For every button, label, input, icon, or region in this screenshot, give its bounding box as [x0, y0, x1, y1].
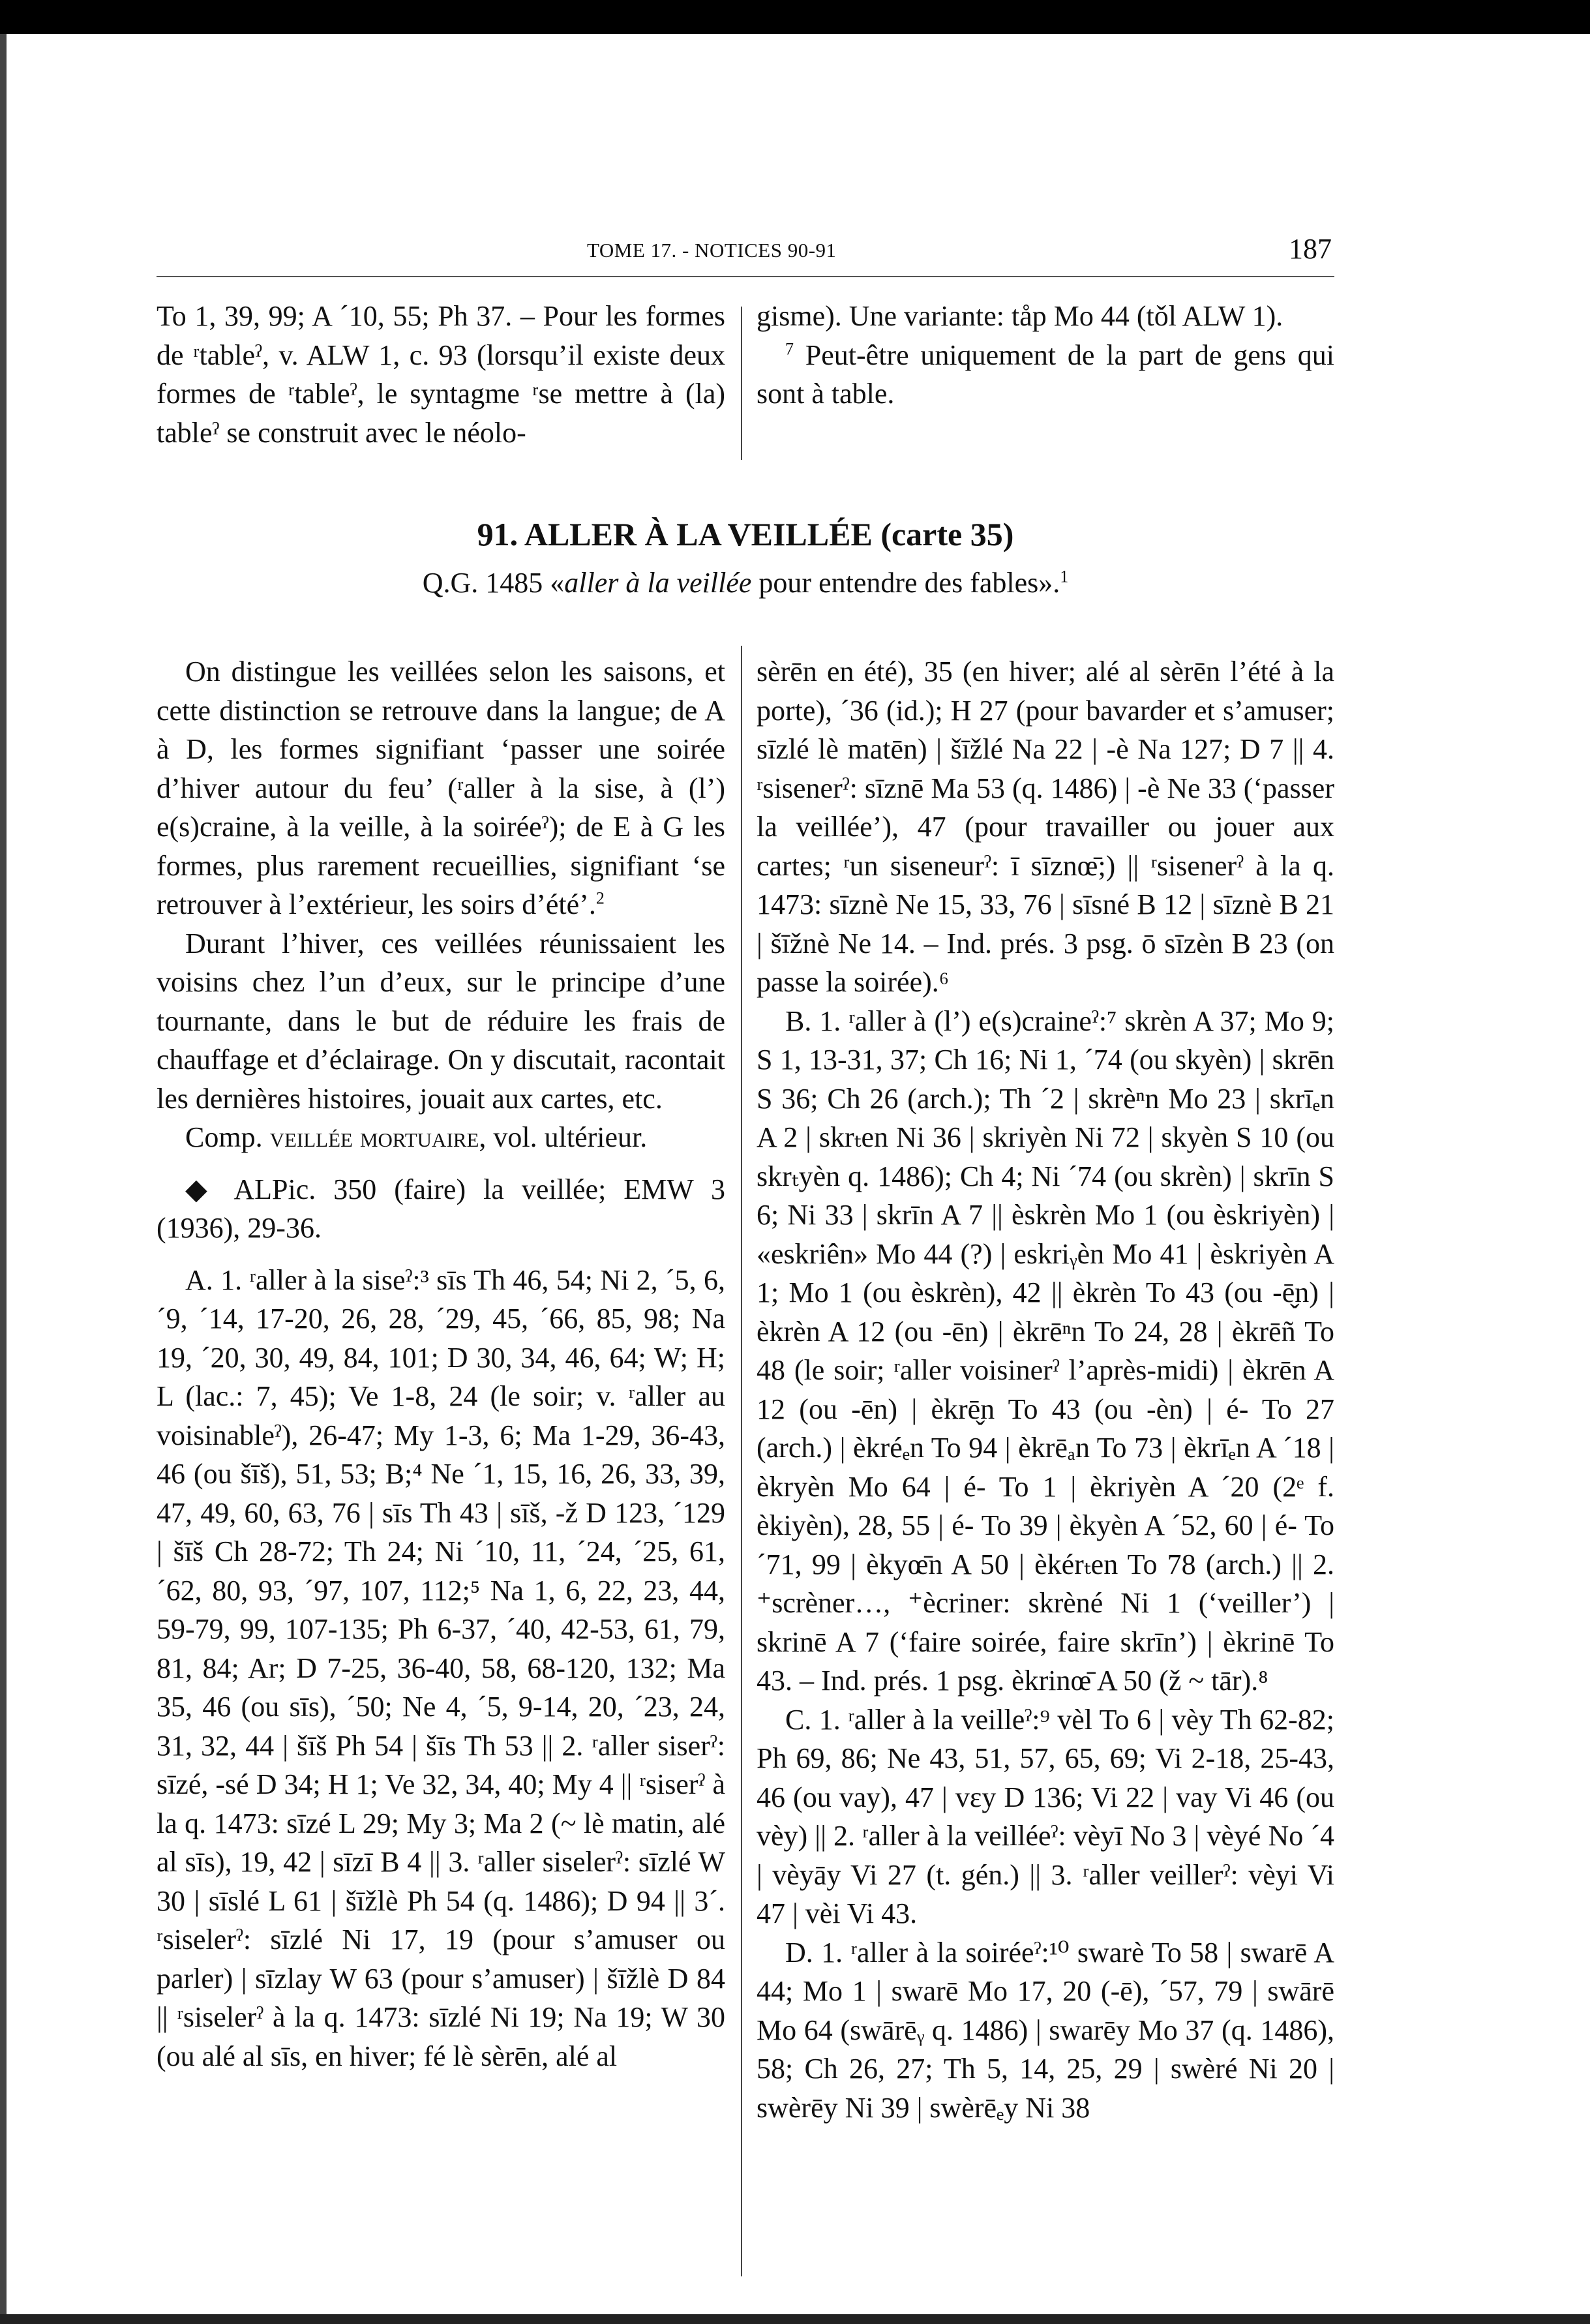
- question-suffix: pour entendre des fables».: [751, 567, 1060, 599]
- paragraph-bibliography: ◆ ALPic. 350 (faire) la veillée; EMW 3 (1936), 29-36.: [157, 1173, 725, 1244]
- paragraph-winter: Durant l’hiver, ces veillées réunissaient les voisins chez l’un d’eux, sur le principe d’une tournante, dans le but de réduire les frais de chauffage et d’éclairage. On y discutait, racontait les dernières histoires, jouait aux cartes, etc.: [157, 927, 725, 1115]
- question-italic: aller à la veillée: [564, 567, 752, 599]
- footnote-ref-2: 2: [595, 888, 605, 908]
- paragraph-section-a: A. 1. ʳaller à la siseˀ:³ sīs Th 46, 54; Ni 2, ´5, 6, ´9, ´14, 17-20, 26, 28, ´29, 45, ´66, 85, 98; Na 19, ´20, 30, 49, 84, 101; D 30, 34, 46, 64; W; H; L (lac.: 7, 45); Ve 1-8, 24 (le soir; v. ʳaller au voisinableˀ), 26-47; My 1-3, 6; Ma 1-29, 36-43, 46 (ou šīš), 51, 53; B;⁴ Ne ´1, 15, 16, 26, 33, 39, 47, 49, 60, 63, 76 | sīs Th 43 | sīš, -ž D 123, ´129 | šīš Ch 28-72; Th 24; Ni ´10, 11, ´24, ´25, 61, ´62, 80, 93, ´97, 107, 112;⁵ Na 1, 6, 22, 23, 44, 59-79, 99, 107-135; Ph 6-37, ´40, 42-53, 61, 79, 81, 84; Ar; D 7-25, 36-40, 58, 68-120, 132; Ma 35, 46 (ou sīs), ´50; Ne 4, ´5, 9-14, 20, ´23, 24, 31, 32, 44 | šīš Ph 54 | šīs Th 53 || 2. ʳaller siserˀ: sīzé, -sé D 34; H 1; Ve 32, 34, 40; My 4 || ʳsiserˀ à la q. 1473: sīzé L 29; My 3; Ma 2 (~ lè matin, alé al sīs), 19, 42 | sīzī B 4 || 3. ʳaller siselerˀ: sīzlé W 30 | sīslé L 61 | šīžlè Ph 54 (q. 1486); D 94 || 3´. ʳsiselerˀ: sīzlé Ni 17, 19 (pour s’amuser ou parler) | sīzlay W 63 (pour s’amuser) | šīžlè D 84 || ʳsiselerˀ à la q. 1473: sīzlé Ni 19; Na 19; W 30 (ou alé al sīs, en hiver; fé lè sèrēn, alé al: [157, 1263, 725, 2072]
- scan-left-edge: [0, 34, 7, 2324]
- note-7-text: Peut-être uniquement de la part de gens qui sont à table.: [757, 339, 1334, 410]
- question-prefix: Q.G. 1485 «: [422, 567, 565, 599]
- comp-suffix: , vol. ultérieur.: [479, 1121, 648, 1153]
- header-rule: [157, 276, 1334, 277]
- page-number: 187: [1289, 233, 1332, 265]
- paragraph-section-b: B. 1. ʳaller à (l’) e(s)craineˀ:⁷ skrèn A 37; Mo 9; S 1, 13-31, 37; Ch 16; Ni 1, ´74 (ou skyèn) | skrēn S 36; Ch 26 (arch.); Th ´2 | skrèⁿn Mo 23 | skrīₑn A 2 | skrₜen Ni 36 | skriyèn Ni 72 | skyèn S 10 (ou skrₜyèn q. 1486); Ch 4; Ni ´74 (ou skrèn) | skrīn S 6; Ni 33 | skrīn A 7 || èskrèn Mo 1 (ou èskriyèn) | «eskriên» Mo 44 (?) | eskriᵧèn Mo 41 | èskriyèn A 1; Mo 1 (ou èskrèn), 42 || èkrèn To 43 (ou -ē̬n) | èkrèn A 12 (ou -ēn) | èkrēⁿn To 24, 28 | èkrēñ To 48 (le soir; ʳaller voisinerˀ l’après-midi) | èkrēn A 12 (ou -ēn) | èkrē̬n To 43 (ou -èn) | é- To 27 (arch.) | èkréₑn To 94 | èkrēₐn To 73 | èkrīₑn A ´18 | èkryèn Mo 64 | é- To 1 | èkriyèn A ´20 (2ᵉ f. èkiyèn), 28, 55 | é- To 39 | èkyèn A ´52, 60 | é- To ´71, 99 | èkyœ̄n A 50 | èkérₜen To 78 (arch.) || 2. ⁺scrèner…, ⁺ècriner: skrèné Ni 1 (‘veiller’) | skrinē A 7 (‘faire soirée, faire skrīn’) | èkrinē To 43. – Ind. prés. 1 psg. èkrinœ̄ A 50 (ž ~ tār).⁸: [757, 1004, 1334, 1697]
- left-column: [157, 652, 725, 2075]
- scan-bottom-edge: [0, 2314, 1590, 2324]
- paragraph-intro-text: On distingue les veillées selon les saisons, et cette distinction se retrouve dans la langue; de A à D, les formes signifiant ‘passer une soirée d’hiver autour du feu’ (ʳaller à la sise, à (l’) e(s)craine, à la veille, à la soiréeˀ); de E à G les formes, plus rarement recueillies, signifiant ‘se retrouver à l’extérieur, les soirs d’été’.: [157, 656, 725, 920]
- note-7: [757, 336, 1334, 414]
- paragraph-section-c: C. 1. ʳaller à la veilleˀ:⁹ vèl To 6 | vèy Th 62-82; Ph 69, 86; Ne 43, 51, 57, 65, 69; Vi 2-18, 25-43, 46 (ou vay), 47 | vɛy D 136; Vi 22 | vay Vi 46 (ou vèy) || 2. ʳaller à la veilléeˀ: vèyī No 3 | vèyé No ´4 | vèyāy Vi 27 (t. gén.) || 3. ʳaller veillerˀ: vèyi Vi 47 | vèi Vi 43.: [757, 1703, 1334, 1929]
- comp-prefix: Comp.: [185, 1121, 270, 1153]
- section-title: 91. ALLER À LA VEILLÉE (carte 35): [477, 516, 1014, 552]
- main-column-rule: [741, 646, 742, 2276]
- question-note: 1: [1060, 567, 1069, 586]
- note-number: 7: [785, 339, 794, 358]
- paragraph-section-d: D. 1. ʳaller à la soiréeˀ:¹⁰ swarè To 58 | swarē A 44; Mo 1 | swarē Mo 17, 20 (-ē), ´57, 79 | swārē Mo 64 (swārēᵧ q. 1486) | swarēy Mo 37 (q. 1486), 58; Ch 26, 27; Th 5, 14, 25, 29 | swèré Ni 20 | swèrēy Ni 39 | swèrēₑy Ni 38: [757, 1936, 1334, 2124]
- notes-column-rule: [741, 307, 742, 460]
- scan-top-border: [0, 0, 1590, 34]
- note-continuation-right: gisme). Une variante: tåp Mo 44 (tǒl ALW 1).: [757, 300, 1283, 332]
- paragraph-section-a-cont: sèrēn en été), 35 (en hiver; alé al sèrēn l’été à la porte), ´36 (id.); H 27 (pour bavarder et s’amuser; sīzlé lè matēn) | šīžlé Na 22 | -è Na 127; D 7 || 4. ʳsisenerˀ: sīznē Ma 53 (q. 1486) | -è Ne 33 (‘passer la veillée’), 47 (pour travailler ou jouer aux cartes; ʳun siseneurˀ: ī sīznœ̄;) || ʳsisenerˀ à la q. 1473: sīznè Ne 15, 33, 76 | sīsné B 12 | sīznè B 21 | šīžnè Ne 14. – Ind. prés. 3 psg. ō sīzèn B 23 (on passe la soirée).⁶: [757, 656, 1334, 998]
- paragraph-intro: [157, 652, 725, 924]
- notes-top-right: [757, 297, 1334, 414]
- notes-top-left: [157, 297, 725, 452]
- right-column: [757, 652, 1334, 2127]
- running-head: TOME 17. - NOTICES 90-91: [587, 239, 837, 262]
- note-continuation-left: To 1, 39, 99; A ´10, 55; Ph 37. – Pour les formes de ʳtableˀ, v. ALW 1, c. 93 (lorsqu’il existe deux formes de ʳtableˀ, le syntagme ʳse mettre à (la) tableˀ se construit avec le néolo-: [157, 300, 725, 449]
- page-header: [157, 234, 1334, 273]
- questionnaire-line: [157, 566, 1334, 599]
- paragraph-comp: [157, 1118, 725, 1157]
- comp-crossref: veillée mortuaire: [269, 1121, 479, 1153]
